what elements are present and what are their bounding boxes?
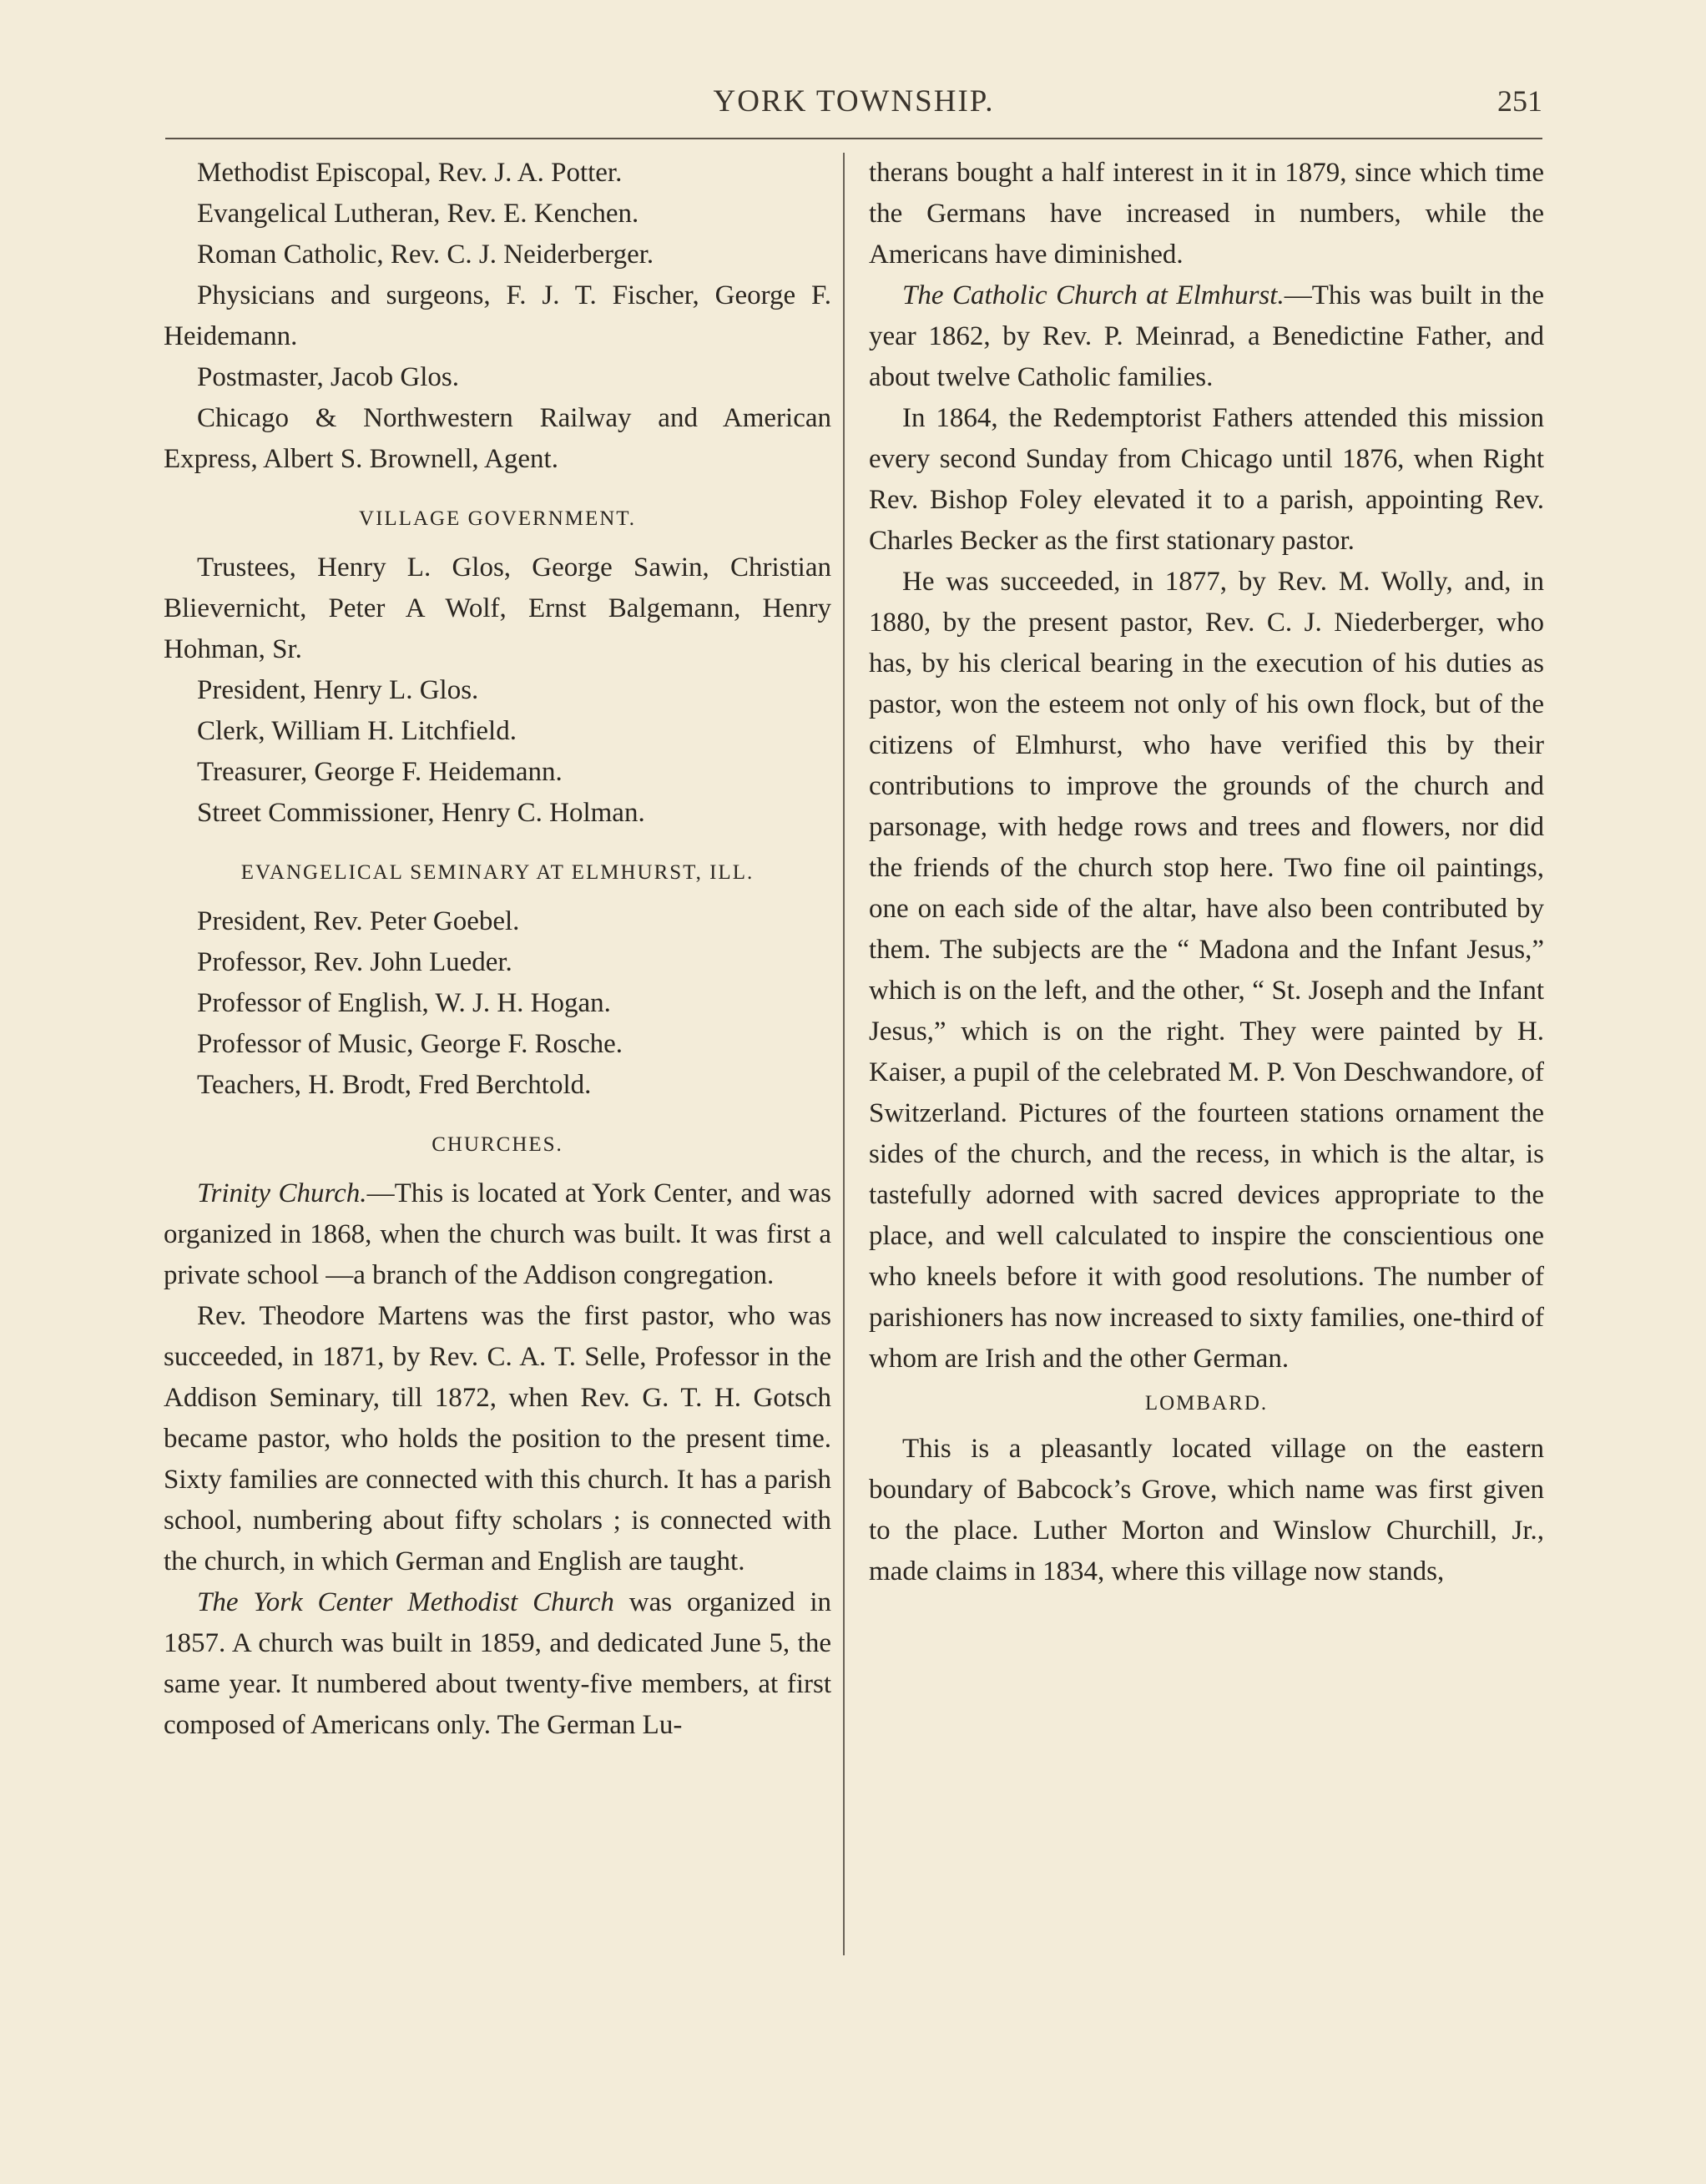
header-rule xyxy=(165,138,1542,139)
clergy-list xyxy=(164,153,831,480)
list-item: Street Commissioner, Henry C. Holman. xyxy=(197,798,645,828)
list-item: Roman Catholic, Rev. C. J. Neiderberger. xyxy=(197,240,654,270)
list-item: President, Rev. Peter Goebel. xyxy=(197,906,520,936)
trinity-church-title: Trinity Church. xyxy=(197,1178,367,1208)
page-number: 251 xyxy=(1497,84,1542,118)
lombard-paragraph: This is a pleasantly located village on the eastern boundary of Babcock’s Grove, which name was first given to the place. Luther Morton and Winslow Churchill, Jr., made claims in 1834, where this village now stands, xyxy=(869,1434,1544,1586)
continuation-paragraph: therans bought a half interest in it in 1879, since which time the Germans have increased in numbers, while the Americans have diminished. xyxy=(869,158,1544,270)
column-divider xyxy=(843,153,845,1955)
list-item: Professor of English, W. J. H. Hogan. xyxy=(197,988,611,1018)
paragraph-1877: He was succeeded, in 1877, by Rev. M. Wolly, and, in 1880, by the present pastor, Rev. C. J. Niederberger, who has, by his clerical bearing in the execution of his duties as pastor, won the esteem not only of his own flock, but of the citizens of Elmhurst, who have verified this by their contributions to improve the grounds of the church and parsonage, with hedge rows and trees and flowers, nor did the friends of the church stop here. Two fine oil paintings, one on each side of the altar, have also been contributed by them. The subjects are the “ Madona and the Infant Jesus,” which is on the left, and the other, “ St. Joseph and the Infant Jesus,” which is on the right. They were painted by H. Kaiser, a pupil of the celebrated M. P. Von Deschwandore, of Switzerland. Pictures of the fourteen stations ornament the sides of the church, and the recess, in which is the altar, is tastefully adorned with sacred devices appropriate to the place, and well calculated to inspire the conscientious one who kneels before it with good resolutions. The number of parishioners has now increased to sixty families, one-third of whom are Irish and the other German. xyxy=(869,567,1544,1374)
list-item: Postmaster, Jacob Glos. xyxy=(197,362,459,392)
list-item: Professor, Rev. John Lueder. xyxy=(197,947,512,977)
martens-paragraph: Rev. Theodore Martens was the first pastor, who was succeeded, in 1871, by Rev. C. A. T. Selle, Professor in the Addison Seminary, till 1872, when Rev. G. T. H. Gotsch became pastor, who holds the position to the present time. Sixty families are connected with this church. It has a parish school, numbering about fifty scholars ; is connected with the church, in which German and English are taught. xyxy=(164,1301,831,1576)
list-item: President, Henry L. Glos. xyxy=(197,675,479,705)
catholic-church-paragraph xyxy=(869,275,1544,398)
methodist-church-text: was organized in 1857. A church was built in 1859, and dedicated June 5, the same year. It numbered about twenty-five members, at first composed of Americans only. The German Lu- xyxy=(164,1587,832,1740)
list-item: Clerk, William H. Litchfield. xyxy=(197,716,517,746)
section-heading-village-government: VILLAGE GOVERNMENT. xyxy=(359,507,636,530)
section-heading-lombard: LOMBARD. xyxy=(1144,1392,1269,1415)
list-item: Professor of Music, George F. Rosche. xyxy=(197,1029,623,1059)
list-item: Methodist Episcopal, Rev. J. A. Potter. xyxy=(197,158,623,188)
seminary-list xyxy=(164,901,831,1106)
running-head xyxy=(165,83,1542,134)
list-item: Teachers, H. Brodt, Fred Berchtold. xyxy=(197,1070,592,1100)
list-item: Treasurer, George F. Heidemann. xyxy=(197,757,563,787)
catholic-church-title: The Catholic Church at Elmhurst. xyxy=(902,280,1285,310)
trinity-church-text: —This is located at York Center, and was organized in 1868, when the church was built. It was first a private school —a branch of the Addison congregation. xyxy=(164,1178,831,1290)
list-item: Trustees, Henry L. Glos, George Sawin, Christian Blievernicht, Peter A Wolf, Ernst Balgemann, Henry Hohman, Sr. xyxy=(164,552,831,664)
right-column xyxy=(869,153,1544,1592)
section-heading-seminary: EVANGELICAL SEMINARY AT ELMHURST, ILL. xyxy=(240,861,755,884)
catholic-church-text: —This was built in the year 1862, by Rev. P. Meinrad, a Benedictine Father, and about twelve Catholic families. xyxy=(869,280,1545,392)
paragraph-1864: In 1864, the Redemptorist Fathers attended this mission every second Sunday from Chicago until 1876, when Right Rev. Bishop Foley elevated it to a parish, appointing Rev. Charles Becker as the first stationary pastor. xyxy=(869,403,1544,556)
methodist-church-paragraph xyxy=(164,1582,831,1746)
list-item: Chicago & Northwestern Railway and American Express, Albert S. Brownell, Agent. xyxy=(164,403,831,474)
methodist-church-title: The York Center Methodist Church xyxy=(197,1587,614,1617)
list-item: Evangelical Lutheran, Rev. E. Kenchen. xyxy=(197,199,639,229)
left-column xyxy=(164,153,831,1746)
section-heading-churches: CHURCHES. xyxy=(432,1133,563,1156)
running-title: YORK TOWNSHIP. xyxy=(713,84,995,119)
list-item: Physicians and surgeons, F. J. T. Fischer, George F. Heidemann. xyxy=(164,280,831,351)
trinity-church-paragraph xyxy=(164,1173,831,1296)
village-government-list xyxy=(164,547,831,834)
